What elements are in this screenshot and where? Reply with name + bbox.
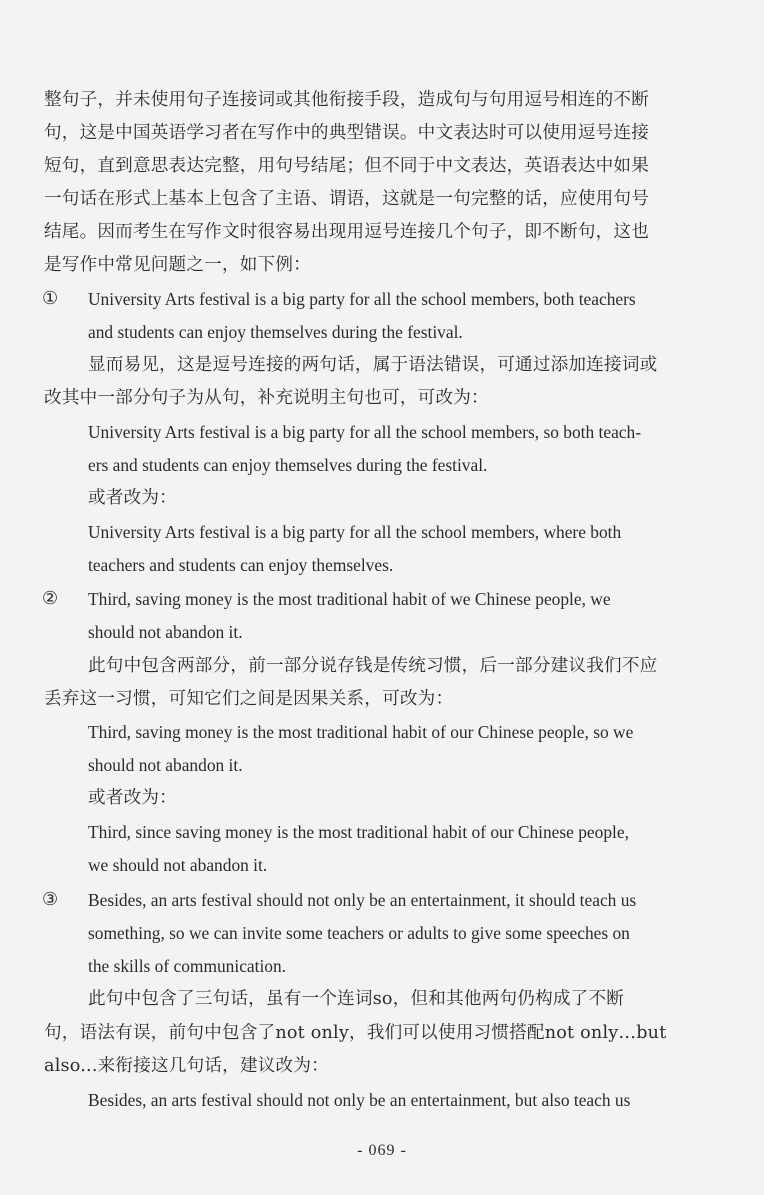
- intro-line-6: 是写作中常见问题之一，如下例：: [44, 255, 311, 275]
- example-2-fix2-line-2: we should not abandon it.: [88, 855, 268, 875]
- example-1-marker: ①: [42, 288, 59, 309]
- intro-line-5: 结尾。因而考生在写作文时很容易出现用逗号连接几个句子，即不断句，这也: [44, 222, 649, 242]
- example-2-fix1-line-2: should not abandon it.: [88, 755, 243, 775]
- intro-line-3: 短句，直到意思表达完整，用句号结尾；但不同于中文表达，英语表达中如果: [44, 156, 649, 176]
- example-1-fix2-line-1: University Arts festival is a big party for all the school members, where both: [88, 522, 622, 542]
- example-2-comment-line-2: 丢弃这一习惯，可知它们之间是因果关系，可改为：: [44, 689, 454, 709]
- example-3-marker: ③: [42, 889, 59, 910]
- example-1-comment-line-1: 显而易见，这是逗号连接的两句话，属于语法错误，可通过添加连接词或: [88, 355, 658, 375]
- page-number: - 069 -: [357, 1142, 407, 1159]
- example-2-or-label: 或者改为：: [88, 788, 177, 808]
- intro-line-4: 一句话在形式上基本上包含了主语、谓语，这就是一句完整的话，应使用句号: [44, 189, 649, 209]
- example-1-fix1-line-1: University Arts festival is a big party for all the school members, so both teach-: [88, 422, 641, 442]
- example-1-fix1-line-2: ers and students can enjoy themselves during the festival.: [88, 455, 488, 475]
- example-2-fix1-line-1: Third, saving money is the most traditional habit of our Chinese people, so we: [88, 722, 634, 742]
- example-3-sentence-line-1: Besides, an arts festival should not only be an entertainment, it should teach us: [88, 890, 637, 910]
- intro-line-2: 句，这是中国英语学习者在写作中的典型错误。中文表达时可以使用逗号连接: [44, 123, 649, 143]
- example-2-marker: ②: [42, 588, 59, 609]
- example-1-sentence-line-1: University Arts festival is a big party for all the school members, both teachers: [88, 289, 636, 309]
- example-3-sentence-line-3: the skills of communication.: [88, 956, 287, 976]
- example-1-or-label: 或者改为：: [88, 488, 177, 508]
- example-2-comment-line-1: 此句中包含两部分，前一部分说存钱是传统习惯，后一部分建议我们不应: [88, 656, 658, 676]
- example-2-sentence-line-2: should not abandon it.: [88, 622, 243, 642]
- example-1-fix2-line-2: teachers and students can enjoy themselves.: [88, 555, 394, 575]
- example-3-comment-line-3: also...来衔接这几句话，建议改为：: [44, 1056, 329, 1076]
- example-3-fix1-line-1: Besides, an arts festival should not only be an entertainment, but also teach us: [88, 1090, 631, 1110]
- intro-line-1: 整句子，并未使用句子连接词或其他衔接手段，造成句与句用逗号相连的不断: [44, 90, 649, 110]
- example-3-comment-line-2: 句，语法有误，前句中包含了not only，我们可以使用习惯搭配not only…but: [44, 1023, 667, 1043]
- example-1-sentence-line-2: and students can enjoy themselves during the festival.: [88, 322, 463, 342]
- example-1-comment-line-2: 改其中一部分句子为从句，补充说明主句也可，可改为：: [44, 388, 489, 408]
- example-3-sentence-line-2: something, so we can invite some teachers or adults to give some speeches on: [88, 923, 630, 943]
- example-2-fix2-line-1: Third, since saving money is the most traditional habit of our Chinese people,: [88, 822, 629, 842]
- example-3-comment-line-1: 此句中包含了三句话，虽有一个连词so，但和其他两句仍构成了不断: [88, 989, 625, 1009]
- example-2-sentence-line-1: Third, saving money is the most traditional habit of we Chinese people, we: [88, 589, 611, 609]
